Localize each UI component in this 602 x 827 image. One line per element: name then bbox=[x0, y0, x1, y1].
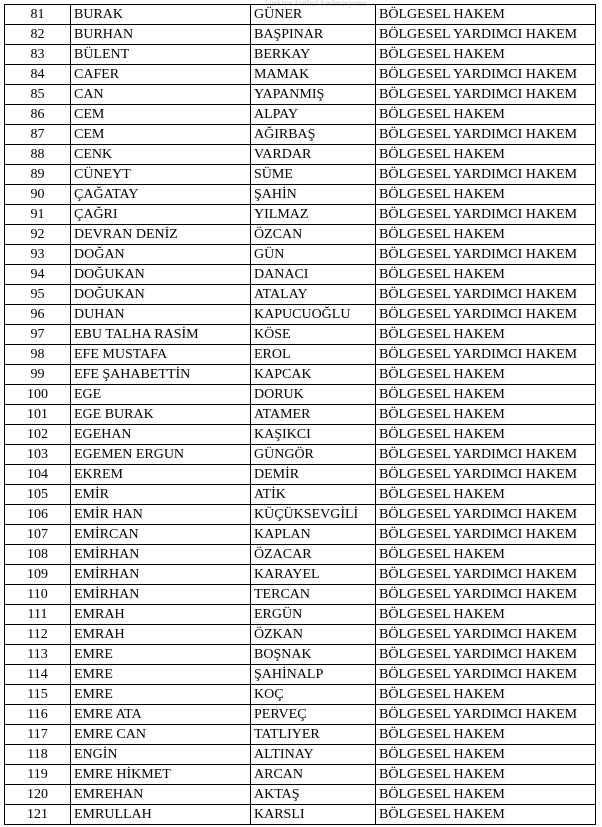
last-name-cell: VARDAR bbox=[251, 145, 376, 165]
role-cell: BÖLGESEL HAKEM bbox=[376, 145, 596, 165]
row-number: 101 bbox=[5, 405, 71, 425]
last-name-cell: ÖZACAR bbox=[251, 545, 376, 565]
first-name-cell: CENK bbox=[71, 145, 251, 165]
table-row bbox=[5, 505, 596, 525]
row-number: 83 bbox=[5, 45, 71, 65]
last-name-cell: TERCAN bbox=[251, 585, 376, 605]
first-name-cell: EMRE CAN bbox=[71, 725, 251, 745]
row-number: 104 bbox=[5, 465, 71, 485]
table-row bbox=[5, 125, 596, 145]
table-row bbox=[5, 345, 596, 365]
table-row bbox=[5, 45, 596, 65]
role-cell: BÖLGESEL HAKEM bbox=[376, 685, 596, 705]
role-cell: BÖLGESEL HAKEM bbox=[376, 725, 596, 745]
table-row bbox=[5, 785, 596, 805]
table-row bbox=[5, 5, 596, 25]
table-row bbox=[5, 145, 596, 165]
last-name-cell: DORUK bbox=[251, 385, 376, 405]
role-cell: BÖLGESEL HAKEM bbox=[376, 265, 596, 285]
row-number: 116 bbox=[5, 705, 71, 725]
first-name-cell: CAN bbox=[71, 85, 251, 105]
table-row bbox=[5, 25, 596, 45]
last-name-cell: SÜME bbox=[251, 165, 376, 185]
role-cell: BÖLGESEL HAKEM bbox=[376, 785, 596, 805]
first-name-cell: EGE BURAK bbox=[71, 405, 251, 425]
table-row bbox=[5, 105, 596, 125]
last-name-cell: MAMAK bbox=[251, 65, 376, 85]
last-name-cell: BERKAY bbox=[251, 45, 376, 65]
first-name-cell: EMREHAN bbox=[71, 785, 251, 805]
first-name-cell: ENGİN bbox=[71, 745, 251, 765]
role-cell: BÖLGESEL YARDIMCI HAKEM bbox=[376, 205, 596, 225]
table-row bbox=[5, 645, 596, 665]
role-cell: BÖLGESEL HAKEM bbox=[376, 425, 596, 445]
row-number: 115 bbox=[5, 685, 71, 705]
role-cell: BÖLGESEL YARDIMCI HAKEM bbox=[376, 445, 596, 465]
table-row bbox=[5, 605, 596, 625]
row-number: 95 bbox=[5, 285, 71, 305]
row-number: 81 bbox=[5, 5, 71, 25]
first-name-cell: EMRE bbox=[71, 645, 251, 665]
first-name-cell: EMRE HİKMET bbox=[71, 765, 251, 785]
table-row bbox=[5, 585, 596, 605]
first-name-cell: BÜLENT bbox=[71, 45, 251, 65]
role-cell: BÖLGESEL HAKEM bbox=[376, 325, 596, 345]
last-name-cell: ERGÜN bbox=[251, 605, 376, 625]
first-name-cell: EGE bbox=[71, 385, 251, 405]
first-name-cell: DEVRAN DENİZ bbox=[71, 225, 251, 245]
first-name-cell: EMRULLAH bbox=[71, 805, 251, 825]
last-name-cell: GÜNGÖR bbox=[251, 445, 376, 465]
referee-table-body bbox=[5, 5, 596, 825]
role-cell: BÖLGESEL YARDIMCI HAKEM bbox=[376, 585, 596, 605]
last-name-cell: ÖZCAN bbox=[251, 225, 376, 245]
role-cell: BÖLGESEL HAKEM bbox=[376, 105, 596, 125]
last-name-cell: BAŞPINAR bbox=[251, 25, 376, 45]
row-number: 121 bbox=[5, 805, 71, 825]
first-name-cell: EMİRHAN bbox=[71, 565, 251, 585]
role-cell: BÖLGESEL YARDIMCI HAKEM bbox=[376, 285, 596, 305]
role-cell: BÖLGESEL HAKEM bbox=[376, 225, 596, 245]
role-cell: BÖLGESEL YARDIMCI HAKEM bbox=[376, 625, 596, 645]
table-row bbox=[5, 385, 596, 405]
role-cell: BÖLGESEL HAKEM bbox=[376, 405, 596, 425]
last-name-cell: ATAMER bbox=[251, 405, 376, 425]
row-number: 96 bbox=[5, 305, 71, 325]
first-name-cell: EMİRHAN bbox=[71, 585, 251, 605]
first-name-cell: EBU TALHA RASİM bbox=[71, 325, 251, 345]
row-number: 120 bbox=[5, 785, 71, 805]
table-row bbox=[5, 405, 596, 425]
last-name-cell: KÜÇÜKSEVGİLİ bbox=[251, 505, 376, 525]
last-name-cell: YAPANMIŞ bbox=[251, 85, 376, 105]
last-name-cell: ÖZKAN bbox=[251, 625, 376, 645]
first-name-cell: EMİRCAN bbox=[71, 525, 251, 545]
row-number: 85 bbox=[5, 85, 71, 105]
last-name-cell: AĞIRBAŞ bbox=[251, 125, 376, 145]
row-number: 98 bbox=[5, 345, 71, 365]
last-name-cell: PERVEÇ bbox=[251, 705, 376, 725]
row-number: 102 bbox=[5, 425, 71, 445]
first-name-cell: CÜNEYT bbox=[71, 165, 251, 185]
role-cell: BÖLGESEL HAKEM bbox=[376, 385, 596, 405]
last-name-cell: ALPAY bbox=[251, 105, 376, 125]
first-name-cell: EMİRHAN bbox=[71, 545, 251, 565]
table-row bbox=[5, 65, 596, 85]
row-number: 100 bbox=[5, 385, 71, 405]
referee-table bbox=[4, 4, 596, 825]
table-row bbox=[5, 285, 596, 305]
last-name-cell: EROL bbox=[251, 345, 376, 365]
role-cell: BÖLGESEL YARDIMCI HAKEM bbox=[376, 65, 596, 85]
last-name-cell: ŞAHİNALP bbox=[251, 665, 376, 685]
row-number: 118 bbox=[5, 745, 71, 765]
first-name-cell: DOĞUKAN bbox=[71, 265, 251, 285]
first-name-cell: EMRAH bbox=[71, 605, 251, 625]
role-cell: BÖLGESEL HAKEM bbox=[376, 45, 596, 65]
row-number: 105 bbox=[5, 485, 71, 505]
first-name-cell: CEM bbox=[71, 105, 251, 125]
role-cell: BÖLGESEL YARDIMCI HAKEM bbox=[376, 565, 596, 585]
last-name-cell: ŞAHİN bbox=[251, 185, 376, 205]
last-name-cell: ARCAN bbox=[251, 765, 376, 785]
row-number: 109 bbox=[5, 565, 71, 585]
last-name-cell: GÜN bbox=[251, 245, 376, 265]
last-name-cell: YILMAZ bbox=[251, 205, 376, 225]
role-cell: BÖLGESEL YARDIMCI HAKEM bbox=[376, 705, 596, 725]
last-name-cell: ATİK bbox=[251, 485, 376, 505]
row-number: 82 bbox=[5, 25, 71, 45]
table-row bbox=[5, 305, 596, 325]
last-name-cell: KOÇ bbox=[251, 685, 376, 705]
first-name-cell: DOĞUKAN bbox=[71, 285, 251, 305]
table-row bbox=[5, 185, 596, 205]
row-number: 86 bbox=[5, 105, 71, 125]
row-number: 110 bbox=[5, 585, 71, 605]
row-number: 108 bbox=[5, 545, 71, 565]
table-row bbox=[5, 685, 596, 705]
first-name-cell: EMİR bbox=[71, 485, 251, 505]
table-row bbox=[5, 265, 596, 285]
row-number: 92 bbox=[5, 225, 71, 245]
role-cell: BÖLGESEL YARDIMCI HAKEM bbox=[376, 505, 596, 525]
table-row bbox=[5, 205, 596, 225]
first-name-cell: DOĞAN bbox=[71, 245, 251, 265]
row-number: 84 bbox=[5, 65, 71, 85]
role-cell: BÖLGESEL YARDIMCI HAKEM bbox=[376, 245, 596, 265]
row-number: 114 bbox=[5, 665, 71, 685]
role-cell: BÖLGESEL YARDIMCI HAKEM bbox=[376, 125, 596, 145]
table-row bbox=[5, 625, 596, 645]
first-name-cell: DUHAN bbox=[71, 305, 251, 325]
first-name-cell: EMRE bbox=[71, 665, 251, 685]
row-number: 87 bbox=[5, 125, 71, 145]
table-row bbox=[5, 665, 596, 685]
row-number: 93 bbox=[5, 245, 71, 265]
first-name-cell: EMRE ATA bbox=[71, 705, 251, 725]
table-row bbox=[5, 805, 596, 825]
first-name-cell: ÇAĞRI bbox=[71, 205, 251, 225]
first-name-cell: EMRAH bbox=[71, 625, 251, 645]
last-name-cell: BOŞNAK bbox=[251, 645, 376, 665]
role-cell: BÖLGESEL HAKEM bbox=[376, 185, 596, 205]
last-name-cell: KAPUCUOĞLU bbox=[251, 305, 376, 325]
table-row bbox=[5, 445, 596, 465]
row-number: 103 bbox=[5, 445, 71, 465]
row-number: 99 bbox=[5, 365, 71, 385]
table-row bbox=[5, 765, 596, 785]
role-cell: BÖLGESEL HAKEM bbox=[376, 805, 596, 825]
table-row bbox=[5, 565, 596, 585]
table-row bbox=[5, 425, 596, 445]
row-number: 112 bbox=[5, 625, 71, 645]
last-name-cell: KARSLI bbox=[251, 805, 376, 825]
first-name-cell: EFE ŞAHABETTİN bbox=[71, 365, 251, 385]
first-name-cell: CAFER bbox=[71, 65, 251, 85]
row-number: 88 bbox=[5, 145, 71, 165]
last-name-cell: TATLIYER bbox=[251, 725, 376, 745]
last-name-cell: DEMİR bbox=[251, 465, 376, 485]
last-name-cell: ATALAY bbox=[251, 285, 376, 305]
table-row bbox=[5, 165, 596, 185]
role-cell: BÖLGESEL YARDIMCI HAKEM bbox=[376, 85, 596, 105]
first-name-cell: CEM bbox=[71, 125, 251, 145]
table-row bbox=[5, 705, 596, 725]
first-name-cell: EFE MUSTAFA bbox=[71, 345, 251, 365]
row-number: 111 bbox=[5, 605, 71, 625]
first-name-cell: ÇAĞATAY bbox=[71, 185, 251, 205]
role-cell: BÖLGESEL YARDIMCI HAKEM bbox=[376, 25, 596, 45]
first-name-cell: BURHAN bbox=[71, 25, 251, 45]
role-cell: BÖLGESEL YARDIMCI HAKEM bbox=[376, 645, 596, 665]
table-row bbox=[5, 85, 596, 105]
row-number: 106 bbox=[5, 505, 71, 525]
table-row bbox=[5, 725, 596, 745]
role-cell: BÖLGESEL HAKEM bbox=[376, 765, 596, 785]
watermark-text: Türkiye Futbol Federasyonu bbox=[264, 0, 367, 8]
role-cell: BÖLGESEL HAKEM bbox=[376, 365, 596, 385]
first-name-cell: BURAK bbox=[71, 5, 251, 25]
role-cell: BÖLGESEL YARDIMCI HAKEM bbox=[376, 345, 596, 365]
row-number: 107 bbox=[5, 525, 71, 545]
first-name-cell: EGEHAN bbox=[71, 425, 251, 445]
row-number: 91 bbox=[5, 205, 71, 225]
table-row bbox=[5, 545, 596, 565]
row-number: 90 bbox=[5, 185, 71, 205]
row-number: 94 bbox=[5, 265, 71, 285]
row-number: 117 bbox=[5, 725, 71, 745]
role-cell: BÖLGESEL YARDIMCI HAKEM bbox=[376, 305, 596, 325]
last-name-cell: KÖSE bbox=[251, 325, 376, 345]
table-row bbox=[5, 525, 596, 545]
last-name-cell: ALTINAY bbox=[251, 745, 376, 765]
table-row bbox=[5, 745, 596, 765]
row-number: 113 bbox=[5, 645, 71, 665]
role-cell: BÖLGESEL YARDIMCI HAKEM bbox=[376, 525, 596, 545]
row-number: 89 bbox=[5, 165, 71, 185]
role-cell: BÖLGESEL YARDIMCI HAKEM bbox=[376, 165, 596, 185]
last-name-cell: DANACI bbox=[251, 265, 376, 285]
last-name-cell: KAPLAN bbox=[251, 525, 376, 545]
first-name-cell: EMİR HAN bbox=[71, 505, 251, 525]
role-cell: BÖLGESEL HAKEM bbox=[376, 605, 596, 625]
last-name-cell: GÜNER bbox=[251, 5, 376, 25]
role-cell: BÖLGESEL HAKEM bbox=[376, 5, 596, 25]
last-name-cell: KAPCAK bbox=[251, 365, 376, 385]
row-number: 97 bbox=[5, 325, 71, 345]
role-cell: BÖLGESEL YARDIMCI HAKEM bbox=[376, 665, 596, 685]
role-cell: BÖLGESEL HAKEM bbox=[376, 545, 596, 565]
last-name-cell: KAŞIKCI bbox=[251, 425, 376, 445]
table-row bbox=[5, 365, 596, 385]
table-row bbox=[5, 245, 596, 265]
last-name-cell: KARAYEL bbox=[251, 565, 376, 585]
role-cell: BÖLGESEL HAKEM bbox=[376, 745, 596, 765]
table-row bbox=[5, 325, 596, 345]
table-row bbox=[5, 465, 596, 485]
table-row bbox=[5, 225, 596, 245]
row-number: 119 bbox=[5, 765, 71, 785]
last-name-cell: AKTAŞ bbox=[251, 785, 376, 805]
first-name-cell: EGEMEN ERGUN bbox=[71, 445, 251, 465]
role-cell: BÖLGESEL HAKEM bbox=[376, 485, 596, 505]
role-cell: BÖLGESEL YARDIMCI HAKEM bbox=[376, 465, 596, 485]
table-row bbox=[5, 485, 596, 505]
first-name-cell: EMRE bbox=[71, 685, 251, 705]
first-name-cell: EKREM bbox=[71, 465, 251, 485]
